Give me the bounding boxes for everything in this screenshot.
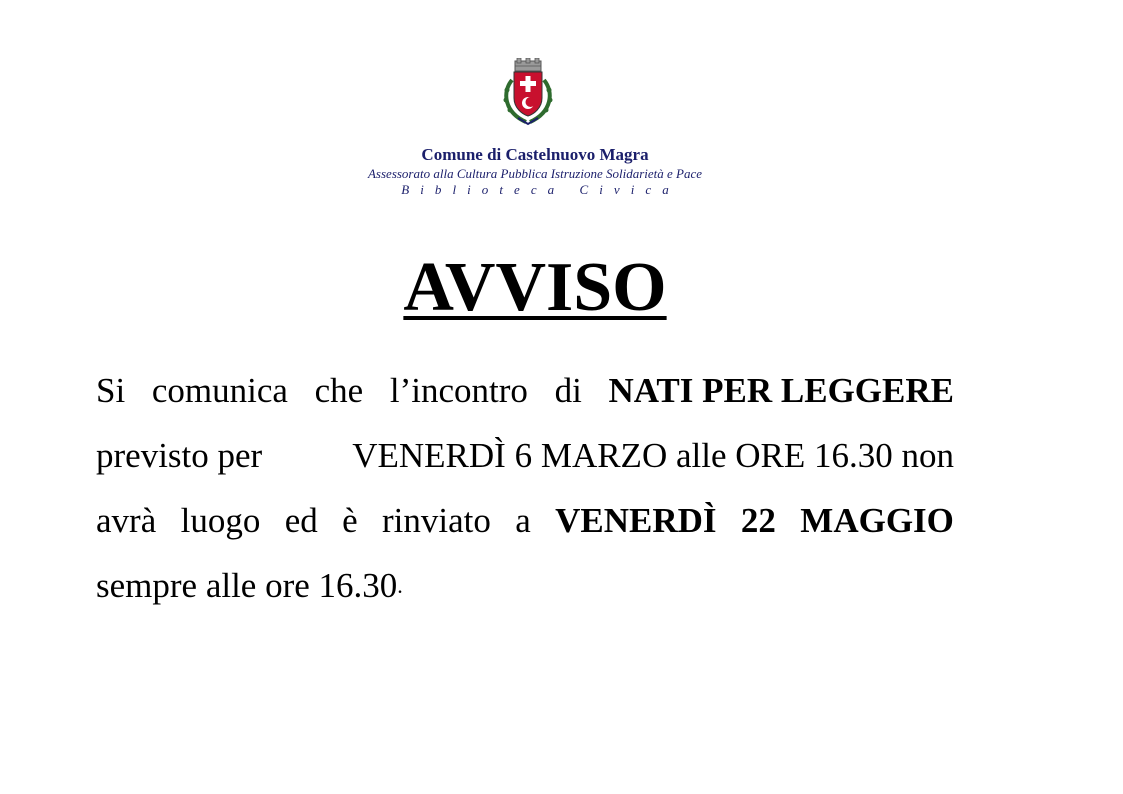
- word: Si: [96, 371, 126, 410]
- event-name: NATI PER LEGGERE: [608, 371, 954, 410]
- library-name: Biblioteca Civica: [401, 182, 680, 197]
- notice-line-3: [96, 488, 954, 553]
- organization-name: Comune di Castelnuovo Magra: [421, 145, 649, 164]
- final-period: .: [397, 573, 403, 598]
- notice-line-2: [96, 423, 954, 488]
- word: ed: [284, 501, 318, 540]
- word: è: [342, 501, 358, 540]
- word: di: [554, 371, 582, 410]
- time-note: sempre alle ore 16.30: [96, 566, 398, 605]
- word: che: [314, 371, 364, 410]
- word: comunica: [151, 371, 288, 410]
- notice-line-1: [96, 358, 954, 423]
- municipal-crest-icon: [498, 58, 558, 126]
- original-date: VENERDÌ 6 MARZO alle ORE 16.30 non: [352, 436, 954, 475]
- new-date-day: VENERDÌ: [555, 501, 717, 540]
- new-date-month: MAGGIO: [800, 501, 954, 540]
- word: rinviato: [382, 501, 491, 540]
- word: luogo: [180, 501, 261, 540]
- notice-body: [96, 358, 954, 618]
- word: a: [515, 501, 531, 540]
- text-segment: previsto per: [96, 436, 263, 475]
- word: l’incontro: [389, 371, 528, 410]
- word: avrà: [96, 501, 157, 540]
- department-name: Assessorato alla Cultura Pubblica Istruzione Solidarietà e Pace: [367, 166, 702, 181]
- new-date-number: 22: [740, 501, 776, 540]
- notice-title: AVVISO: [403, 249, 667, 326]
- notice-line-4: [96, 553, 954, 618]
- letterhead: [300, 144, 770, 199]
